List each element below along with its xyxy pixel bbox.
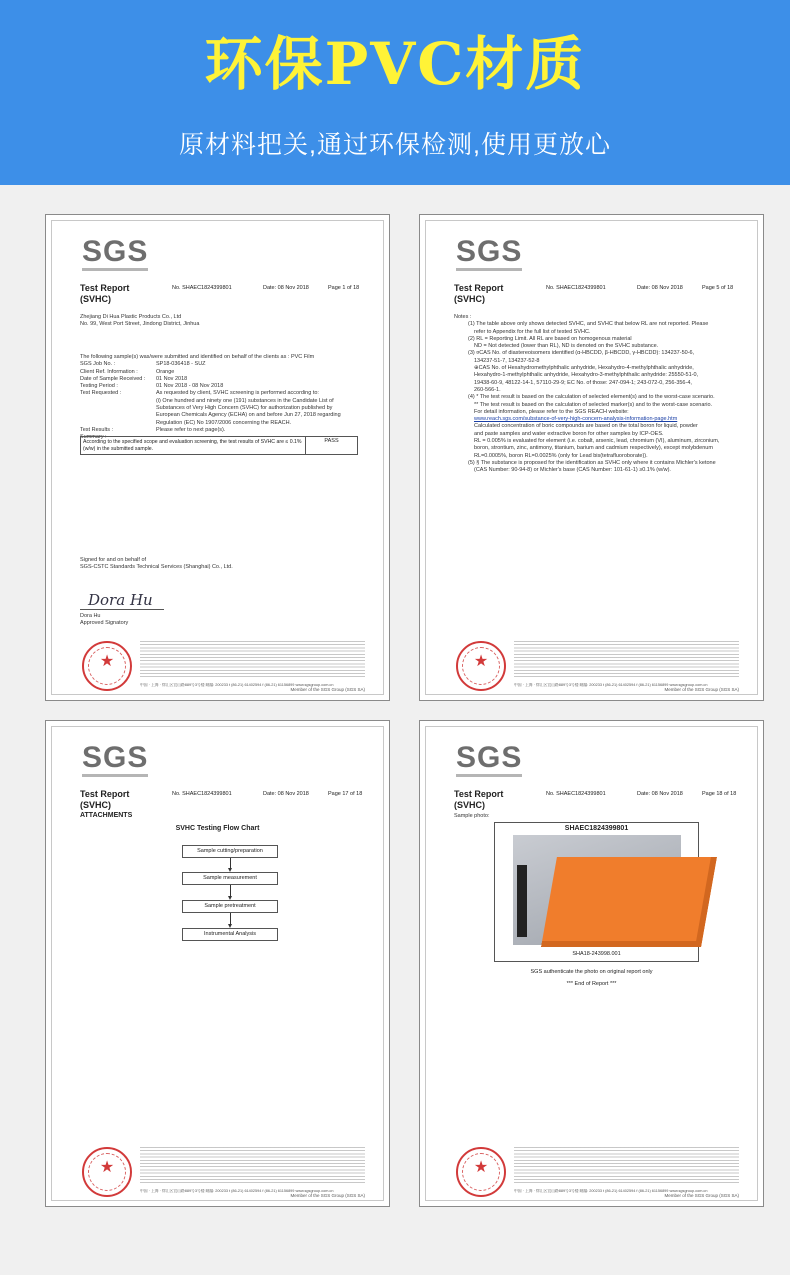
page-number: Page 1 of 18: [328, 285, 360, 291]
intro-text: The following sample(s) was/were submitted and identified on behalf of the clients as : PVC Film: [80, 354, 315, 360]
signed-block: Signed for and on behalf of SGS-CSTC Standards Technical Services (Shanghai) Co., Ltd.: [80, 557, 233, 571]
notes-block: Notes : (1) The table above only shows detected SVHC, and SVHC that below RL are not reported. Please refer to Appendix for the full list of tested SVHC. (2) RL = Reporting Limit. All RL are based on homogenous material ND = Not detected (lower than RL), ND is denoted on the SVHC substance. (3) ¤CAS No. of diastereoisomers identified (α-HBCDD, β-HBCDD, γ-HBCDD): 134237-50-6, 134237-51-7, 134237-52-8 ⊕CAS No. of Hexahydromethylphthalic anhydride, Hexahydro-4-methylphthalic anhydride, Hexahydro-1-methylphthalic anhydride, Hexahydro-3-methylphthalic anhydride: 25550-51-0, 19438-60-9, 48122-14-1, 57110-29-9; EC No. of those: 247-094-1; 243-072-0, 256-356-4, 260-566-1. (4) * The test result is based on the calculation of selected element(s) and to the worst-case scenario. ** The test result is based on the calculation of selected marker(s) and to the worst-case scenario. For detail information, please refer to the SGS REACH website: www.reach.sgs.com/substance-of-very-high-concern-analysis-information-page.htm Calculated concentration of boric compounds are based on the total boron for liquid, powder and paste samples and water extractive boron for other samples by ICP-OES. RL = 0.005% is evaluated for element (i.e. cobalt, arsenic, lead, chromium (VI), aluminum, zirconium, boron, strontium, zinc, antimony, titanium, barium and cadmium respectively), except molybdenum RL=0.0005%, boron RL=0.0025% (only for Lead bis(tetrafluoroborate)). (5) § The substance is proposed for the identification as SVHC only where it contains Michler's ketone (CAS Number: 90-94-8) or Michler's base (CAS Number: 101-61-1) ≥0.1% (w/w).: [454, 314, 720, 474]
report-page-1: [45, 214, 390, 701]
report-number: No. SHAEC1824399801: [546, 285, 606, 291]
field-row: Test Requested : As requested by client, SVHC screening is performed according to:: [80, 390, 319, 397]
sample-info: The following sample(s) was/were submitted and identified on behalf of the clients as : PVC Film SGS Job No. : SP18-036418 - SUZ Client Ref. Information : Orange Date of Sample Received : 01 Nov 2018 Testing Period : 01 Nov 2018 - 08 Nov 2018 Test Requested : As requested by client, SVHC screening is performed according to: (i) One hundred and ninety one (191) substances in the Candidate List of Substances of Very High Concern (SVHC) for authorization published by European Chemicals Agency (ECHA) on and before Jun 27, 2018 regarding Regulation (EC) No 1907/2006 concerning the REACH. Test Results : Please refer to next page(s). Summary :: [80, 354, 341, 441]
page-number: Page 5 of 18: [702, 285, 734, 291]
footer-address: 中国 · 上海 · 徐汇区宜山路889号3号楼 邮编: 200233 t (86-21) 61402594 f (86-21) 61156899 www.sgsgroup.com.cn: [140, 1189, 334, 1193]
report-header: [80, 283, 367, 305]
report-subtitle: (SVHC): [80, 800, 111, 810]
field-row: Client Ref. Information : Orange: [80, 368, 175, 375]
report-page-18: [419, 720, 764, 1207]
report-date: Date: 08 Nov 2018: [637, 285, 683, 291]
flow-step: Instrumental Analysis: [182, 928, 278, 941]
report-header: [80, 789, 367, 819]
photo-caption: SHA18-243998.001: [572, 951, 621, 957]
fine-print: [514, 641, 739, 679]
report-number: No. SHAEC1824399801: [546, 791, 606, 797]
banner-title: 环保PVC材质: [204, 30, 586, 98]
report-header: [454, 283, 741, 305]
sample-photo-label: Sample photo:: [454, 813, 490, 819]
report-subtitle: (SVHC): [454, 294, 485, 304]
page-number: Page 18 of 18: [702, 791, 737, 797]
field-row: Testing Period : 01 Nov 2018 - 08 Nov 2018: [80, 383, 224, 390]
footer-member: Member of the SGS Group (SGS SA): [664, 1193, 739, 1198]
end-of-report: *** End of Report ***: [566, 981, 617, 987]
flow-arrow: [228, 858, 232, 869]
report-subtitle: (SVHC): [454, 800, 485, 810]
flow-arrow: [228, 885, 232, 897]
sgs-logo: SGS: [456, 741, 523, 774]
footer-member: Member of the SGS Group (SGS SA): [664, 687, 739, 692]
photo-id: SHAEC1824399801: [564, 825, 629, 832]
seal-stamp: ★: [456, 641, 506, 691]
summary-text: According to the specified scope and evaluation screening, the test results of SVHC are ≤ 0.1% (w/w) in the submitted sample.: [83, 439, 302, 452]
client-address: No. 99, West Port Street, Jindong District, Jinhua: [80, 321, 200, 328]
report-title: Test Report: [80, 789, 130, 799]
report-date: Date: 08 Nov 2018: [637, 791, 683, 797]
orange-pvc-sheet: [541, 857, 717, 947]
footer-address: 中国 · 上海 · 徐汇区宜山路889号3号楼 邮编: 200233 t (86-21) 61402594 f (86-21) 61156899 www.sgsgroup.com.cn: [514, 1189, 708, 1193]
summary-result: PASS: [305, 437, 357, 454]
signatory-block: Dora Hu Approved Signatory: [80, 613, 129, 627]
seal-stamp: ★: [82, 1147, 132, 1197]
report-page-17: [45, 720, 390, 1207]
authenticate-note: SGS authenticate the photo on original report only: [530, 969, 653, 975]
field-row: Date of Sample Received : 01 Nov 2018: [80, 375, 188, 382]
flow-step: Sample cutting/preparation: [182, 845, 278, 858]
reach-link[interactable]: www.reach.sgs.com/substance-of-very-high-concern-analysis-information-page.htm: [474, 416, 678, 423]
notes-label: Notes :: [454, 314, 472, 320]
report-number: No. SHAEC1824399801: [172, 791, 232, 797]
summary-table: [80, 436, 358, 455]
summary-label: Summary :: [80, 434, 107, 441]
banner-subtitle: 原材料把关,通过环保检测,使用更放心: [179, 131, 611, 159]
signature: Dora Hu: [88, 591, 153, 609]
signature-line: [80, 609, 164, 610]
report-title: Test Report: [80, 283, 130, 293]
attachments-label: ATTACHMENTS: [80, 812, 133, 819]
footer-member: Member of the SGS Group (SGS SA): [290, 1193, 365, 1198]
footer-address: 中国 · 上海 · 徐汇区宜山路889号3号楼 邮编: 200233 t (86-21) 61402594 f (86-21) 61156899 www.sgsgroup.com.cn: [140, 683, 334, 687]
sgs-logo: SGS: [82, 235, 149, 268]
report-number: No. SHAEC1824399801: [172, 285, 232, 291]
sgs-logo: SGS: [456, 235, 523, 268]
page-number: Page 17 of 18: [328, 791, 363, 797]
report-date: Date: 08 Nov 2018: [263, 285, 309, 291]
seal-stamp: ★: [82, 641, 132, 691]
client-block: [80, 314, 199, 329]
report-date: Date: 08 Nov 2018: [263, 791, 309, 797]
sgs-logo: SGS: [82, 741, 149, 774]
report-title: Test Report: [454, 283, 504, 293]
banner: [0, 0, 790, 185]
flow-chart-title: SVHC Testing Flow Chart: [175, 825, 260, 832]
seal-stamp: ★: [456, 1147, 506, 1197]
ruler: [517, 865, 527, 937]
fine-print: [514, 1147, 739, 1185]
footer-member: Member of the SGS Group (SGS SA): [290, 687, 365, 692]
field-row: SGS Job No. : SP18-036418 - SUZ: [80, 361, 206, 368]
report-page-2: [419, 214, 764, 701]
fine-print: [140, 1147, 365, 1185]
report-subtitle: (SVHC): [80, 294, 111, 304]
flow-arrow: [228, 913, 232, 925]
fine-print: [140, 641, 365, 679]
footer-address: 中国 · 上海 · 徐汇区宜山路889号3号楼 邮编: 200233 t (86-21) 61402594 f (86-21) 61156899 www.sgsgroup.com.cn: [514, 683, 708, 687]
flow-step: Sample measurement: [182, 872, 278, 885]
report-title: Test Report: [454, 789, 504, 799]
client-company: Zhejiang Di Hua Plastic Products Co., Ltd: [80, 314, 182, 320]
flow-step: Sample pretreatment: [182, 900, 278, 913]
test-results-row: Test Results : Please refer to next page(s).: [80, 426, 226, 433]
report-header: [454, 789, 741, 811]
sample-photo: [494, 822, 699, 962]
sample-photo-image: [513, 835, 681, 945]
